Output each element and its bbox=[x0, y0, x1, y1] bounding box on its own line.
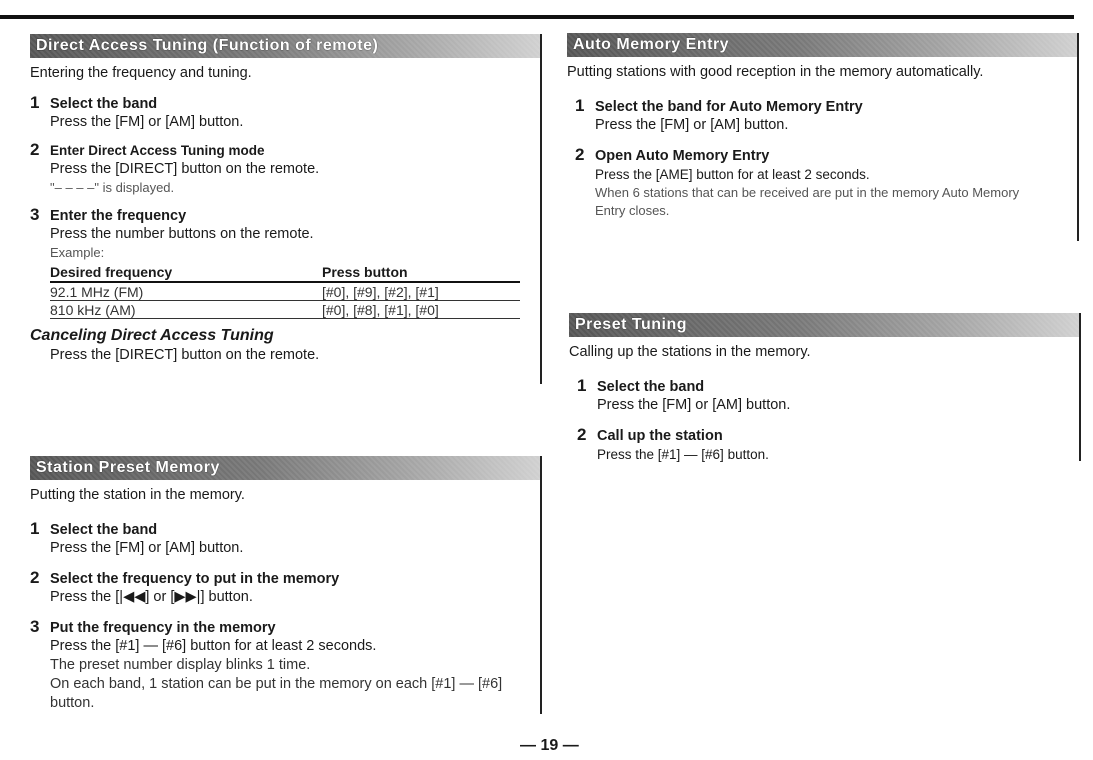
cancel-body: Press the [DIRECT] button on the remote. bbox=[50, 347, 320, 363]
section-preset-tuning bbox=[569, 313, 1079, 464]
step-number: 3 bbox=[30, 205, 40, 224]
section-title: Direct Access Tuning (Function of remote) bbox=[30, 34, 540, 58]
step bbox=[577, 376, 1079, 415]
table-cell: [#0], [#9], [#2], [#1] bbox=[322, 282, 520, 301]
step-note: On each band, 1 station can be put in the memory on each [#1] — [#6] button. bbox=[50, 676, 503, 711]
section-title: Preset Tuning bbox=[569, 313, 1079, 337]
step-body: Press the [FM] or [AM] button. bbox=[595, 117, 789, 133]
step-note: When 6 stations that can be received are put in the memory Auto Memory Entry closes. bbox=[595, 185, 1020, 218]
step-number: 2 bbox=[575, 145, 585, 164]
step-label: Open Auto Memory Entry bbox=[595, 148, 770, 164]
section-intro: Putting the station in the memory. bbox=[30, 487, 245, 503]
table-cell: 810 kHz (AM) bbox=[50, 301, 322, 319]
step bbox=[30, 519, 540, 558]
step-number: 3 bbox=[30, 617, 40, 636]
step bbox=[30, 568, 540, 607]
step-note: The preset number display blinks 1 time. bbox=[50, 657, 311, 673]
step-label: Select the band bbox=[50, 522, 158, 538]
section-direct-access-tuning bbox=[30, 34, 540, 363]
section-intro: Putting stations with good reception in the memory automatically. bbox=[567, 64, 984, 80]
section-station-preset-memory bbox=[30, 456, 540, 713]
column-rule bbox=[540, 34, 542, 384]
cancel-heading: Canceling Direct Access Tuning bbox=[30, 327, 274, 344]
step-body: Press the [DIRECT] button on the remote. bbox=[50, 161, 320, 177]
step-note: "– – – –" is displayed. bbox=[50, 180, 175, 195]
section-title: Station Preset Memory bbox=[30, 456, 540, 480]
section-intro: Calling up the stations in the memory. bbox=[569, 344, 811, 360]
section-auto-memory-entry bbox=[567, 33, 1077, 220]
table-cell: [#0], [#8], [#1], [#0] bbox=[322, 301, 520, 319]
step-label: Put the frequency in the memory bbox=[50, 620, 276, 636]
step bbox=[575, 145, 1077, 220]
table-row bbox=[50, 301, 520, 319]
step bbox=[30, 140, 540, 197]
page-number: — 19 — bbox=[520, 737, 579, 754]
top-rule bbox=[0, 15, 1074, 19]
column-rule bbox=[1079, 313, 1081, 461]
column-rule bbox=[1077, 33, 1079, 241]
step-body: Press the [FM] or [AM] button. bbox=[50, 114, 244, 130]
section-title: Auto Memory Entry bbox=[567, 33, 1077, 57]
step-number: 2 bbox=[30, 140, 40, 159]
step-number: 1 bbox=[577, 376, 587, 395]
step-number: 1 bbox=[30, 93, 40, 112]
step-label: Enter Direct Access Tuning mode bbox=[50, 143, 265, 158]
step-label: Select the band bbox=[50, 96, 158, 112]
table-header-row bbox=[50, 264, 520, 282]
step-body: Press the [FM] or [AM] button. bbox=[50, 540, 244, 556]
step-label: Select the band bbox=[597, 379, 705, 395]
step-body: Press the [FM] or [AM] button. bbox=[597, 397, 791, 413]
table-header: Desired frequency bbox=[50, 264, 322, 282]
step-body: Press the [#1] — [#6] button for at least 2 seconds. bbox=[50, 638, 377, 654]
step-label: Select the band for Auto Memory Entry bbox=[595, 99, 863, 115]
step-number: 1 bbox=[575, 96, 585, 115]
column-rule bbox=[540, 456, 542, 714]
table-row bbox=[50, 282, 520, 301]
step-number: 1 bbox=[30, 519, 40, 538]
step bbox=[30, 617, 540, 713]
step-label: Enter the frequency bbox=[50, 208, 187, 224]
section-intro: Entering the frequency and tuning. bbox=[30, 65, 252, 81]
step-body: Press the number buttons on the remote. bbox=[50, 226, 314, 242]
example-table bbox=[50, 264, 520, 319]
step-body: Press the [|◀◀] or [▶▶|] button. bbox=[50, 589, 253, 605]
step-note: Example: bbox=[50, 245, 105, 260]
step-body: Press the [AME] button for at least 2 seconds. bbox=[595, 167, 870, 182]
table-cell: 92.1 MHz (FM) bbox=[50, 282, 322, 301]
step-label: Select the frequency to put in the memory bbox=[50, 571, 340, 587]
step-label: Call up the station bbox=[597, 428, 723, 444]
step-number: 2 bbox=[577, 425, 587, 444]
step bbox=[30, 205, 540, 262]
step bbox=[30, 93, 540, 132]
table-header: Press button bbox=[322, 264, 520, 282]
step bbox=[575, 96, 1077, 135]
step-body: Press the [#1] — [#6] button. bbox=[597, 447, 769, 462]
step-number: 2 bbox=[30, 568, 40, 587]
step bbox=[577, 425, 1079, 464]
